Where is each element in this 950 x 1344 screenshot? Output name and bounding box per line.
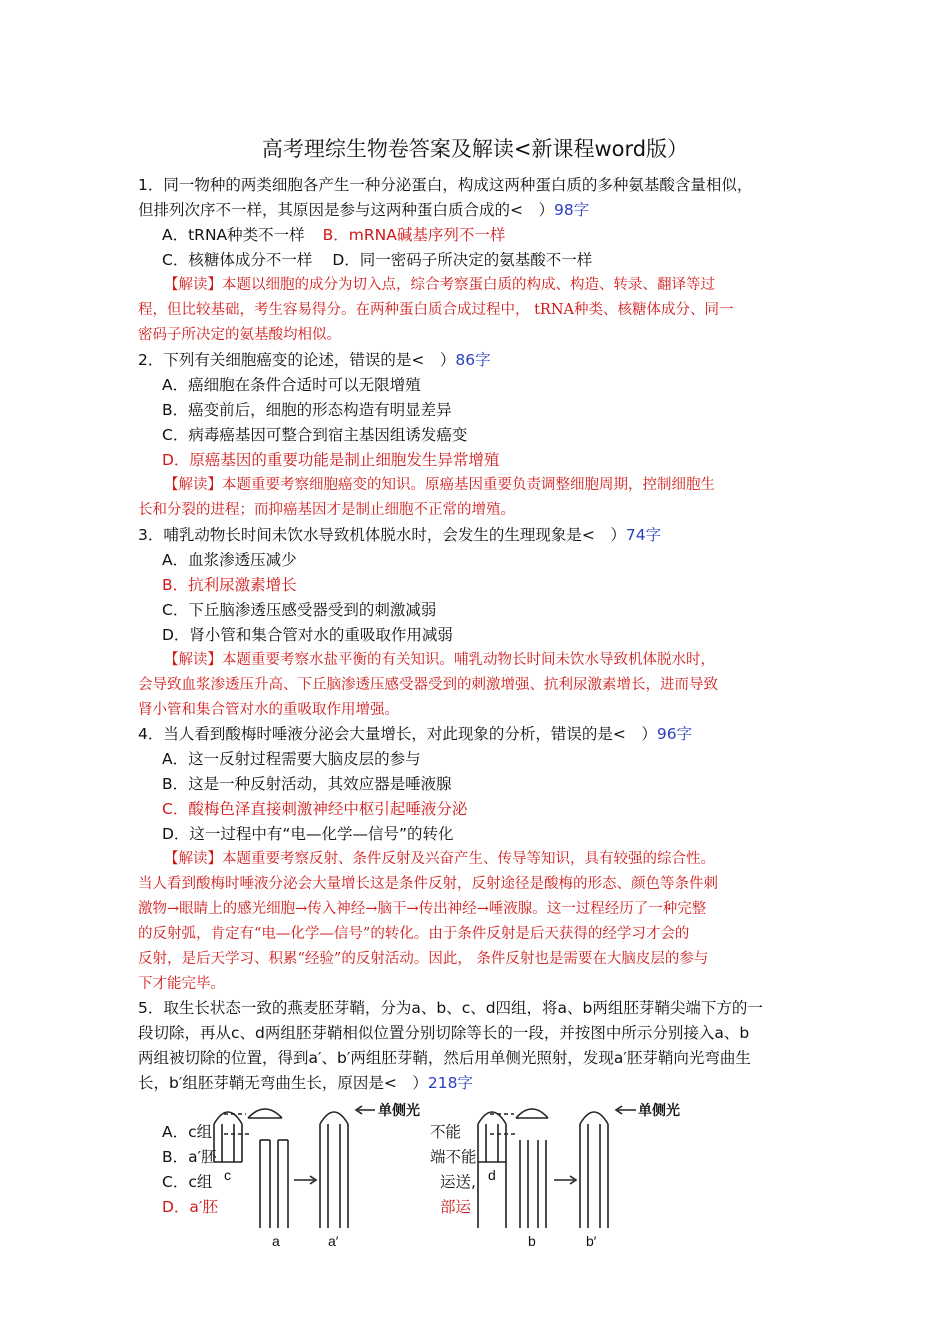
q1-word-count: 98字 [554,201,590,219]
label-d: d [488,1167,496,1183]
q4-option-c: C．酸梅色泽直接刺激神经中枢引起唾液分泌 [162,800,468,818]
q5-option-c: C．c组 [162,1173,213,1191]
q2-option-a: A．癌细胞在条件合适时可以无限增殖 [162,376,421,394]
q1-stem-line2: 但排列次序不一样，其原因是参与这两种蛋白质合成的< ）98字 [138,201,590,219]
light-label-right: 单侧光 [638,1102,680,1118]
q5-stem-line1: 5．取生长状态一致的燕麦胚芽鞘，分为a、b、c、d四组，将a、b两组胚芽鞘尖端下方的一 [138,999,763,1017]
q2-explanation-line1: 【解读】本题重要考察细胞癌变的知识。原癌基因重要负责调整细胞周期，控制细胞生 [164,477,715,493]
q2-option-c: C．病毒癌基因可整合到宿主基因组诱发癌变 [162,426,468,444]
q4-explanation-line1: 【解读】本题重要考察反射、条件反射及兴奋产生、传导等知识，具有较强的综合性。 [164,851,715,867]
q4-word-count: 96字 [656,725,693,743]
q5-stem-line3: 两组被切除的位置，得到a′、b′两组胚芽鞘，然后用单侧光照射，发现a′胚芽鞘向光弯曲生 [138,1049,751,1067]
q1-option-a: A．tRNA种类不一样 [162,226,305,244]
q5-option-c-tail: 运送, [440,1173,476,1191]
coleoptile-tip-a [248,1109,282,1118]
q2-stem: 2．下列有关细胞癌变的论述，错误的是< ）86字 [138,351,491,369]
coleoptile-tip-a-prime [320,1112,348,1124]
q5-option-b: B．a′胚 [162,1148,217,1166]
q3-explanation-line2: 会导致血浆渗透压升高、下丘脑渗透压感受器受到的刺激增强、抗利尿激素增长，进而导致 [138,677,718,693]
q4-explanation-line4: 的反射弧，肯定有“电—化学—信号”的转化。由于条件反射是后天获得的经学习才会的 [138,926,690,942]
q5-option-d-tail: 部运 [440,1198,472,1216]
q4-explanation-line3: 激物→眼睛上的感光细胞→传入神经→脑干→传出神经→唾液腺。这一过程经历了一种完整 [138,901,707,917]
q2-option-d: D．原癌基因的重要功能是制止细胞发生异常增殖 [162,451,500,469]
q3-option-b: B．抗利尿激素增长 [162,576,297,594]
q5-word-count: 218字 [427,1074,473,1092]
q1-option-c: C．核糖体成分不一样 [162,251,313,269]
q2-explanation-line2: 长和分裂的进程；而抑癌基因才是制止细胞不正常的增殖。 [138,502,515,518]
q3-word-count: 74字 [625,526,662,544]
q3-explanation-line3: 肾小管和集合管对水的重吸取作用增强。 [138,702,399,718]
q4-option-a: A．这一反射过程需要大脑皮层的参与 [162,750,421,768]
page-title: 高考理综生物卷答案及解读<新课程word版） [261,137,689,161]
q4-explanation-line2: 当人看到酸梅时唾液分泌会大量增长这是条件反射，反射途径是酸梅的形态、颜色等条件刺 [138,876,718,892]
q4-stem: 4．当人看到酸梅时唾液分泌会大量增长，对此现象的分析，错误的是< ）96字 [138,725,693,743]
label-b-prime: b′ [586,1233,597,1249]
q2-word-count: 86字 [455,351,491,369]
q5-option-a-tail: 不能 [430,1123,462,1141]
coleoptile-tip-b [516,1109,548,1118]
q5-option-a: A．c组 [162,1123,213,1141]
q4-explanation-line5: 反射，是后天学习、积累“经验”的反射活动。因此， 条件反射也是需要在大脑皮层的参与 [138,951,709,967]
label-c: c [224,1167,231,1183]
coleoptile-tip-b-prime [580,1112,608,1124]
q1-option-b: B．mRNA碱基序列不一样 [322,226,506,244]
label-b: b [528,1233,536,1249]
light-label-left: 单侧光 [378,1102,420,1118]
q1-option-d: D．同一密码子所决定的氨基酸不一样 [332,251,593,269]
q5-stem-line2: 段切除，再从c、d两组胚芽鞘相似位置分别切除等长的一段，并按图中所示分别接入a、b [138,1024,750,1042]
label-a-prime: a′ [328,1233,339,1249]
q5-stem-line4: 长，b′组胚芽鞘无弯曲生长，原因是< ）218字 [138,1074,473,1092]
q4-explanation-line6: 下才能完毕。 [138,976,225,992]
q3-option-c: C．下丘脑渗透压感受器受到的刺激减弱 [162,601,437,619]
q5-option-d: D．a′胚 [162,1198,218,1216]
q1-options-cd [162,248,592,273]
q1-stem-line1: 1．同一物种的两类细胞各产生一种分泌蛋白，构成这两种蛋白质的多种氨基酸含量相似， [138,176,753,194]
q3-option-a: A．血浆渗透压减少 [162,551,297,569]
q3-explanation-line1: 【解读】本题重要考察水盐平衡的有关知识。哺乳动物长时间未饮水导致机体脱水时， [164,652,715,668]
label-a: a [272,1233,280,1249]
q4-option-b: B．这是一种反射活动，其效应器是唾液腺 [162,775,452,793]
q5-option-b-tail: 端不能 [430,1148,477,1166]
q3-stem: 3．哺乳动物长时间未饮水导致机体脱水时，会发生的生理现象是< ）74字 [138,526,662,544]
q1-explanation-line1: 【解读】本题以细胞的成分为切入点，综合考察蛋白质的构成、构造、转录、翻译等过 [164,277,715,293]
q4-option-d: D．这一过程中有“电—化学—信号”的转化 [162,825,454,843]
q3-option-d: D．肾小管和集合管对水的重吸取作用减弱 [162,626,453,644]
coleoptile-figure [210,1100,710,1250]
q2-option-b: B．癌变前后，细胞的形态构造有明显差异 [162,401,452,419]
q1-explanation-line2: 程，但比较基础，考生容易得分。在两种蛋白质合成过程中， tRNA种类、核糖体成分、同一 [138,302,734,318]
q1-explanation-line3: 密码子所决定的氨基酸均相似。 [138,327,341,343]
q1-options-ab [162,223,505,248]
